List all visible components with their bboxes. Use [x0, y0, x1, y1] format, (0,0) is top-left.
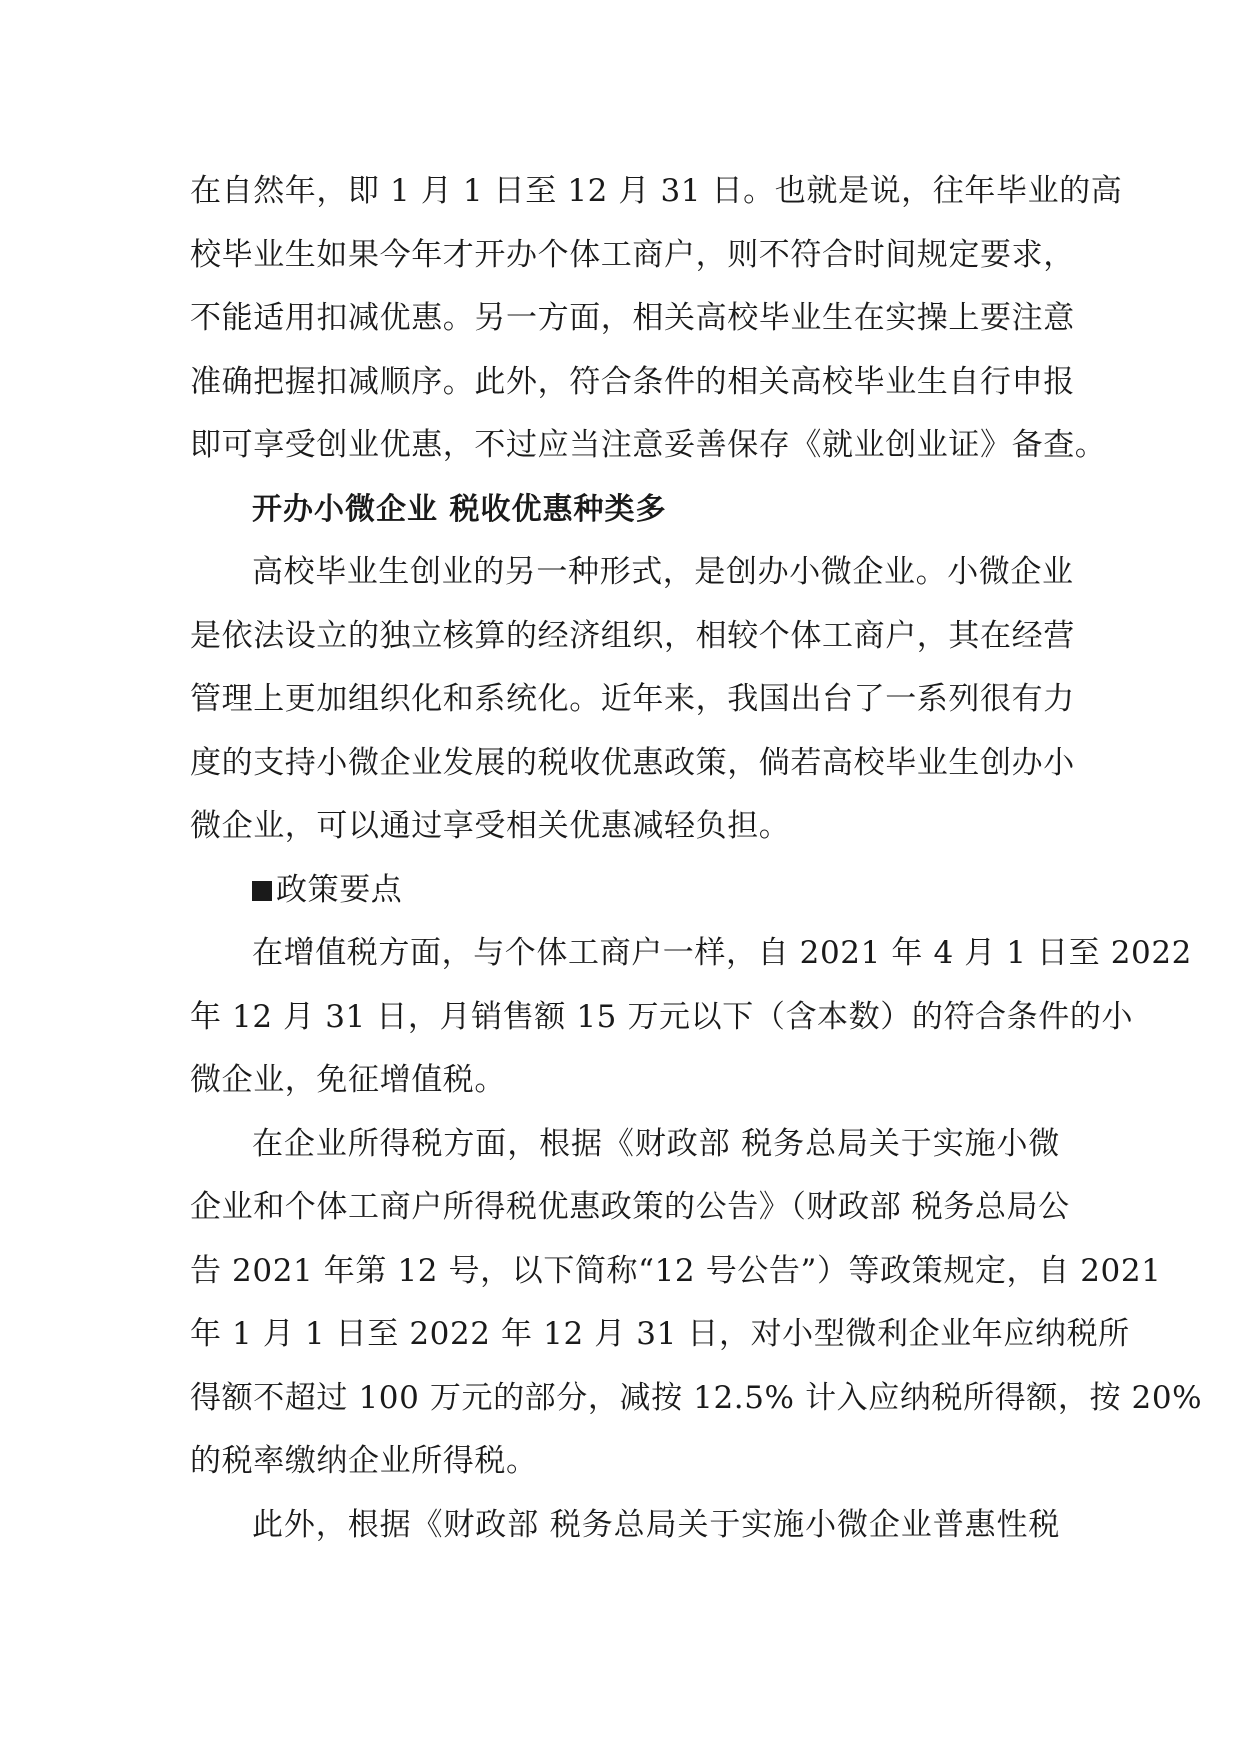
paragraph-continued [190, 160, 1123, 478]
text-line: 微企业，免征增值税。 [190, 1062, 506, 1098]
square-bullet-icon [252, 881, 272, 901]
subheading-text: 政策要点 [276, 871, 403, 908]
text-line: 微企业，可以通过享受相关优惠减轻负担。 [190, 808, 791, 844]
text-line: 在自然年，即 1 月 1 日至 12 月 31 日。也就是说，往年毕业的高 [190, 173, 1123, 209]
text-line: 管理上更加组织化和系统化。近年来，我国出台了一系列很有力 [190, 681, 1075, 717]
text-line: 不能适用扣减优惠。另一方面，相关高校毕业生在实操上要注意 [190, 300, 1075, 336]
document-body [190, 160, 1203, 1557]
text-line: 在企业所得税方面，根据《财政部 税务总局关于实施小微 [252, 1125, 1060, 1162]
paragraph [190, 541, 1075, 859]
text-line: 年 12 月 31 日，月销售额 15 万元以下（含本数）的符合条件的小 [190, 998, 1134, 1035]
text-line: 高校毕业生创业的另一种形式，是创办小微企业。小微企业 [252, 554, 1074, 590]
text-line: 在增值税方面，与个体工商户一样，自 2021 年 4 月 1 日至 2022 [252, 935, 1193, 971]
text-line: 此外，根据《财政部 税务总局关于实施小微企业普惠性税 [252, 1506, 1060, 1543]
text-line: 得额不超过 100 万元的部分，减按 12.5% 计入应纳税所得额，按 20% [190, 1379, 1203, 1416]
text-line: 的税率缴纳企业所得税。 [190, 1443, 538, 1479]
text-line: 度的支持小微企业发展的税收优惠政策，倘若高校毕业生创办小 [190, 744, 1075, 781]
text-line: 是依法设立的独立核算的经济组织，相较个体工商户，其在经营 [190, 617, 1075, 654]
text-line: 即可享受创业优惠，不过应当注意妥善保存《就业创业证》备查。 [190, 427, 1107, 463]
paragraph [190, 1494, 1060, 1558]
text-line: 企业和个体工商户所得税优惠政策的公告》（财政部 税务总局公 [190, 1189, 1070, 1225]
text-line: 准确把握扣减顺序。此外，符合条件的相关高校毕业生自行申报 [190, 363, 1075, 400]
paragraph [190, 1113, 1203, 1494]
text-line: 告 2021 年第 12 号，以下简称“12 号公告”）等政策规定，自 2021 [190, 1252, 1162, 1289]
text-line: 校毕业生如果今年才开办个体工商户，则不符合时间规定要求， [190, 236, 1075, 273]
section-heading [190, 478, 1060, 542]
subheading [190, 859, 1060, 923]
text-line: 年 1 月 1 日至 2022 年 12 月 31 日，对小型微利企业年应纳税所 [190, 1316, 1130, 1352]
paragraph [190, 922, 1193, 1113]
subheading-line [190, 859, 1060, 923]
heading-text: 开办小微企业 税收优惠种类多 [252, 491, 667, 527]
